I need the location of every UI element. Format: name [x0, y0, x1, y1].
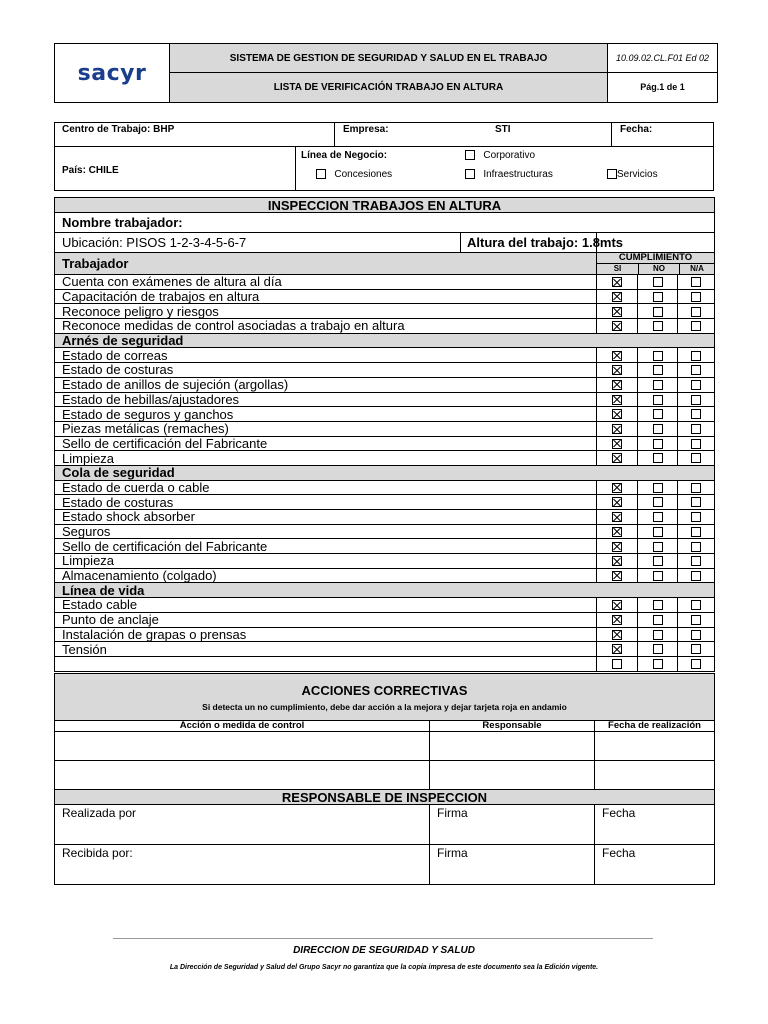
checked-box-icon[interactable] — [612, 571, 622, 581]
checkbox-icon[interactable] — [653, 615, 663, 625]
checked-box-icon[interactable] — [612, 527, 622, 537]
checkbox-icon[interactable] — [691, 424, 701, 434]
checklist-item: Estado de seguros y ganchos — [55, 407, 597, 422]
section-title: Arnés de seguridad — [55, 333, 715, 348]
na-cell[interactable] — [678, 554, 715, 569]
no-cell[interactable] — [638, 598, 678, 613]
inspection-title: INSPECCION TRABAJOS EN ALTURA — [55, 198, 715, 213]
no-cell[interactable] — [638, 627, 678, 642]
no-cell[interactable] — [638, 377, 678, 392]
checkbox-icon[interactable] — [653, 307, 663, 317]
empresa-value: STI — [495, 124, 511, 135]
checkbox-icon[interactable] — [653, 659, 663, 669]
checkbox-icon[interactable] — [691, 439, 701, 449]
checkbox-icon[interactable] — [653, 351, 663, 361]
footer-department: DIRECCION DE SEGURIDAD Y SALUD — [293, 945, 475, 956]
checkbox-icon[interactable] — [691, 380, 701, 390]
altura-cell — [467, 233, 715, 253]
acciones-correctivas — [54, 673, 714, 885]
section-title: Cola de seguridad — [55, 465, 715, 480]
responsable-cell[interactable] — [430, 732, 595, 761]
checkbox-icon[interactable] — [653, 644, 663, 654]
checklist-item: Sello de certificación del Fabricante — [55, 539, 597, 554]
checkbox-icon[interactable] — [653, 277, 663, 287]
checklist-item: Limpieza — [55, 451, 597, 466]
altura-trabajo: Altura del trabajo: 1.8mts — [467, 235, 624, 250]
checklist-row — [55, 524, 715, 539]
na-cell[interactable] — [678, 363, 715, 378]
checkbox-icon[interactable] — [691, 497, 701, 507]
na-cell[interactable] — [678, 612, 715, 627]
checklist-item: Estado de costuras — [55, 495, 597, 510]
checkbox-icon[interactable] — [691, 351, 701, 361]
si-cell[interactable] — [597, 392, 638, 407]
checked-box-icon[interactable] — [612, 424, 622, 434]
na-cell[interactable] — [678, 275, 715, 290]
checklist-row — [55, 642, 715, 657]
checklist-item: Limpieza — [55, 554, 597, 569]
checked-box-icon[interactable] — [612, 483, 622, 493]
checklist-item: Cuenta con exámenes de altura al día — [55, 275, 597, 290]
no-cell[interactable] — [638, 656, 678, 671]
accion-cell[interactable] — [55, 761, 430, 790]
col-si: SI — [597, 264, 639, 274]
checklist-item: Estado shock absorber — [55, 510, 597, 525]
checkbox-icon[interactable] — [465, 169, 475, 179]
col-no: NO — [639, 264, 680, 274]
empty-item[interactable] — [55, 656, 597, 671]
footer-divider — [113, 938, 653, 939]
na-cell[interactable] — [678, 627, 715, 642]
si-cell[interactable] — [597, 363, 638, 378]
checkbox-icon[interactable] — [653, 321, 663, 331]
checklist-item: Reconoce peligro y riesgos — [55, 304, 597, 319]
checkbox-icon[interactable] — [691, 644, 701, 654]
no-cell[interactable] — [638, 451, 678, 466]
acciones-title: ACCIONES CORRECTIVAS — [301, 683, 468, 698]
checkbox-icon[interactable] — [653, 380, 663, 390]
inspection-table — [54, 197, 714, 672]
checkbox-icon[interactable] — [691, 512, 701, 522]
checkbox-icon[interactable] — [653, 600, 663, 610]
no-cell[interactable] — [638, 495, 678, 510]
checklist-item: Instalación de grapas o prensas — [55, 627, 597, 642]
list-title: LISTA DE VERIFICACIÓN TRABAJO EN ALTURA — [170, 73, 608, 102]
realizada-por[interactable]: Realizada por — [55, 805, 430, 845]
checklist-row — [55, 289, 715, 304]
no-cell[interactable] — [638, 480, 678, 495]
no-cell[interactable] — [638, 348, 678, 363]
na-cell[interactable] — [678, 510, 715, 525]
no-cell[interactable] — [638, 289, 678, 304]
empresa-label: Empresa: — [343, 124, 389, 135]
checklist-row — [55, 377, 715, 392]
checkbox-icon[interactable] — [691, 277, 701, 287]
si-cell[interactable] — [597, 421, 638, 436]
option-concesiones[interactable] — [316, 169, 392, 180]
si-cell[interactable] — [597, 656, 638, 671]
fecha-cell[interactable] — [595, 732, 715, 761]
checklist-row — [55, 275, 715, 290]
nombre-trabajador: Nombre trabajador: — [55, 213, 715, 233]
checkbox-icon[interactable] — [653, 630, 663, 640]
checklist-row — [55, 480, 715, 495]
checkbox-icon[interactable] — [653, 365, 663, 375]
checked-box-icon[interactable] — [612, 644, 622, 654]
checklist-item: Estado de costuras — [55, 363, 597, 378]
no-cell[interactable] — [638, 436, 678, 451]
na-cell[interactable] — [678, 568, 715, 583]
cumplimiento-label: CUMPLIMIENTO — [597, 253, 714, 264]
checkbox-icon[interactable] — [691, 542, 701, 552]
accion-cell[interactable] — [55, 732, 430, 761]
cumplimiento-header — [597, 253, 715, 275]
checklist-row — [55, 363, 715, 378]
checklist-row — [55, 598, 715, 613]
no-cell[interactable] — [638, 304, 678, 319]
checkbox-icon[interactable] — [653, 556, 663, 566]
si-cell[interactable] — [597, 304, 638, 319]
checkbox-icon[interactable] — [653, 542, 663, 552]
checklist-item: Punto de anclaje — [55, 612, 597, 627]
checklist-row — [55, 627, 715, 642]
na-cell[interactable] — [678, 642, 715, 657]
checked-box-icon[interactable] — [612, 497, 622, 507]
si-cell[interactable] — [597, 642, 638, 657]
checkbox-icon[interactable] — [653, 453, 663, 463]
si-cell[interactable] — [597, 495, 638, 510]
si-cell[interactable] — [597, 348, 638, 363]
checkbox-icon[interactable] — [691, 307, 701, 317]
checklist-item: Tensión — [55, 642, 597, 657]
checklist-row — [55, 451, 715, 466]
si-cell[interactable] — [597, 612, 638, 627]
si-cell[interactable] — [597, 289, 638, 304]
checkbox-icon[interactable] — [691, 527, 701, 537]
no-cell[interactable] — [638, 275, 678, 290]
na-cell[interactable] — [678, 392, 715, 407]
na-cell[interactable] — [678, 348, 715, 363]
na-cell[interactable] — [678, 289, 715, 304]
responsable-cell[interactable] — [430, 761, 595, 790]
checked-box-icon[interactable] — [612, 630, 622, 640]
info-box — [54, 122, 714, 191]
checklist-row — [55, 510, 715, 525]
checkbox-icon[interactable] — [691, 395, 701, 405]
no-cell[interactable] — [638, 510, 678, 525]
si-cell[interactable] — [597, 568, 638, 583]
checkbox-icon[interactable] — [691, 409, 701, 419]
col-na: N/A — [690, 264, 704, 273]
checklist-item: Piezas metálicas (remaches) — [55, 421, 597, 436]
checkbox-icon[interactable] — [691, 453, 701, 463]
checkbox-icon[interactable] — [691, 292, 701, 302]
si-cell[interactable] — [597, 524, 638, 539]
checked-box-icon[interactable] — [612, 556, 622, 566]
checklist-row — [55, 568, 715, 583]
pais: País: CHILE — [62, 165, 119, 176]
linea-negocio-label: Línea de Negocio: — [301, 150, 388, 161]
checklist-item: Estado cable — [55, 598, 597, 613]
option-label: Concesiones — [334, 169, 393, 180]
si-cell[interactable] — [597, 436, 638, 451]
si-cell[interactable] — [597, 627, 638, 642]
option-infraestructuras[interactable] — [465, 169, 553, 180]
col-responsable: Responsable — [430, 721, 595, 732]
page-number: Pág.1 de 1 — [640, 82, 685, 92]
col-accion: Acción o medida de control — [55, 721, 430, 732]
na-cell[interactable] — [678, 524, 715, 539]
na-cell[interactable] — [678, 598, 715, 613]
fecha-cell[interactable] — [595, 761, 715, 790]
na-cell[interactable] — [678, 319, 715, 334]
ubicacion: Ubicación: PISOS 1-2-3-4-5-6-7 — [55, 233, 597, 253]
na-cell[interactable] — [678, 421, 715, 436]
fecha-recibida[interactable]: Fecha — [595, 845, 715, 885]
option-corporativo[interactable] — [465, 150, 535, 161]
no-cell[interactable] — [638, 421, 678, 436]
checkbox-icon[interactable] — [691, 571, 701, 581]
checked-box-icon[interactable] — [612, 321, 622, 331]
checkbox-icon[interactable] — [653, 483, 663, 493]
no-cell[interactable] — [638, 524, 678, 539]
checked-box-icon[interactable] — [612, 351, 622, 361]
checked-box-icon[interactable] — [612, 277, 622, 287]
section-title: Trabajador — [55, 253, 597, 275]
option-label: Corporativo — [483, 150, 536, 161]
si-cell[interactable] — [597, 377, 638, 392]
si-cell[interactable] — [597, 598, 638, 613]
checked-box-icon[interactable] — [612, 395, 622, 405]
checkbox-icon[interactable] — [653, 395, 663, 405]
option-label: Infraestructuras — [483, 169, 553, 180]
checkbox-icon[interactable] — [653, 424, 663, 434]
no-cell[interactable] — [638, 554, 678, 569]
checkbox-icon[interactable] — [653, 409, 663, 419]
checklist-item: Reconoce medidas de control asociadas a trabajo en altura — [55, 319, 597, 334]
checklist-row — [55, 421, 715, 436]
checked-box-icon[interactable] — [612, 380, 622, 390]
no-cell[interactable] — [638, 392, 678, 407]
checklist-item: Estado de correas — [55, 348, 597, 363]
na-cell[interactable] — [678, 436, 715, 451]
si-cell[interactable] — [597, 319, 638, 334]
checklist-item: Estado de hebillas/ajustadores — [55, 392, 597, 407]
na-cell[interactable] — [678, 656, 715, 671]
no-cell[interactable] — [638, 407, 678, 422]
checkbox-icon[interactable] — [653, 292, 663, 302]
checkbox-icon[interactable] — [691, 556, 701, 566]
logo-text: sacyr — [77, 60, 147, 86]
checked-box-icon[interactable] — [612, 600, 622, 610]
checklist-item: Estado de anillos de sujeción (argollas) — [55, 377, 597, 392]
checklist-item: Almacenamiento (colgado) — [55, 568, 597, 583]
checkbox-icon[interactable] — [653, 571, 663, 581]
checkbox-icon[interactable] — [612, 659, 622, 669]
na-cell[interactable] — [678, 495, 715, 510]
checked-box-icon[interactable] — [612, 365, 622, 375]
checklist-row — [55, 392, 715, 407]
si-cell[interactable] — [597, 510, 638, 525]
checklist-row — [55, 612, 715, 627]
sacyr-logo — [55, 44, 170, 102]
checkbox-icon[interactable] — [691, 365, 701, 375]
checkbox-icon[interactable] — [465, 150, 475, 160]
na-cell[interactable] — [678, 539, 715, 554]
no-cell[interactable] — [638, 612, 678, 627]
no-cell[interactable] — [638, 568, 678, 583]
checkbox-icon[interactable] — [653, 512, 663, 522]
checkbox-icon[interactable] — [316, 169, 326, 179]
na-cell[interactable] — [678, 304, 715, 319]
si-cell[interactable] — [597, 275, 638, 290]
no-cell[interactable] — [638, 319, 678, 334]
checklist-row — [55, 554, 715, 569]
checkbox-icon[interactable] — [691, 630, 701, 640]
checked-box-icon[interactable] — [612, 512, 622, 522]
option-servicios[interactable] — [607, 169, 658, 180]
no-cell[interactable] — [638, 642, 678, 657]
si-cell[interactable] — [597, 451, 638, 466]
acciones-subtitle: Si detecta un no cumplimiento, debe dar acción a la mejora y dejar tarjeta roja en andamio — [202, 702, 567, 712]
checkbox-icon[interactable] — [691, 615, 701, 625]
checked-box-icon[interactable] — [612, 453, 622, 463]
si-cell[interactable] — [597, 480, 638, 495]
firma-recibida[interactable]: Firma — [430, 845, 595, 885]
si-cell[interactable] — [597, 539, 638, 554]
centro-trabajo: Centro de Trabajo: BHP — [62, 124, 175, 135]
checkbox-icon[interactable] — [691, 483, 701, 493]
si-cell[interactable] — [597, 554, 638, 569]
responsable-title: RESPONSABLE DE INSPECCION — [55, 790, 715, 805]
checklist-row — [55, 495, 715, 510]
na-cell[interactable] — [678, 377, 715, 392]
checklist-item: Capacitación de trabajos en altura — [55, 289, 597, 304]
checklist-row — [55, 319, 715, 334]
checkbox-icon[interactable] — [691, 659, 701, 669]
checklist-row — [55, 304, 715, 319]
checked-box-icon[interactable] — [612, 292, 622, 302]
checkbox-icon[interactable] — [691, 321, 701, 331]
fecha-label: Fecha: — [620, 124, 653, 135]
na-cell[interactable] — [678, 480, 715, 495]
checklist-row — [55, 539, 715, 554]
na-cell[interactable] — [678, 451, 715, 466]
footer-disclaimer: La Dirección de Seguridad y Salud del Grupo Sacyr no garantiza que la copia impresa de este documento sea la Edición vigente. — [169, 964, 599, 971]
checkbox-icon[interactable] — [653, 497, 663, 507]
checked-box-icon[interactable] — [612, 409, 622, 419]
checkbox-icon[interactable] — [653, 527, 663, 537]
firma-realizada[interactable]: Firma — [430, 805, 595, 845]
section-title: Línea de vida — [55, 583, 715, 598]
checked-box-icon[interactable] — [612, 542, 622, 552]
empty-row — [55, 656, 715, 671]
checkbox-icon[interactable] — [653, 439, 663, 449]
checked-box-icon[interactable] — [612, 307, 622, 317]
recibida-por[interactable]: Recibida por: — [55, 845, 430, 885]
checklist-item: Seguros — [55, 524, 597, 539]
checkbox-icon[interactable] — [607, 169, 617, 179]
checklist-item: Estado de cuerda o cable — [55, 480, 597, 495]
document-code: 10.09.02.CL.F01 Ed 02 — [608, 44, 717, 73]
checklist-row — [55, 348, 715, 363]
option-label: Servicios — [617, 169, 658, 180]
col-fecha-realizacion: Fecha de realización — [595, 721, 715, 732]
checkbox-icon[interactable] — [691, 600, 701, 610]
checklist-row — [55, 436, 715, 451]
checked-box-icon[interactable] — [612, 615, 622, 625]
si-cell[interactable] — [597, 407, 638, 422]
checklist-row — [55, 407, 715, 422]
no-cell[interactable] — [638, 539, 678, 554]
no-cell[interactable] — [638, 363, 678, 378]
na-cell[interactable] — [678, 407, 715, 422]
fecha-realizada[interactable]: Fecha — [595, 805, 715, 845]
document-header — [54, 43, 718, 103]
checklist-item: Sello de certificación del Fabricante — [55, 436, 597, 451]
checked-box-icon[interactable] — [612, 439, 622, 449]
system-title: SISTEMA DE GESTION DE SEGURIDAD Y SALUD EN EL TRABAJO — [170, 44, 608, 73]
